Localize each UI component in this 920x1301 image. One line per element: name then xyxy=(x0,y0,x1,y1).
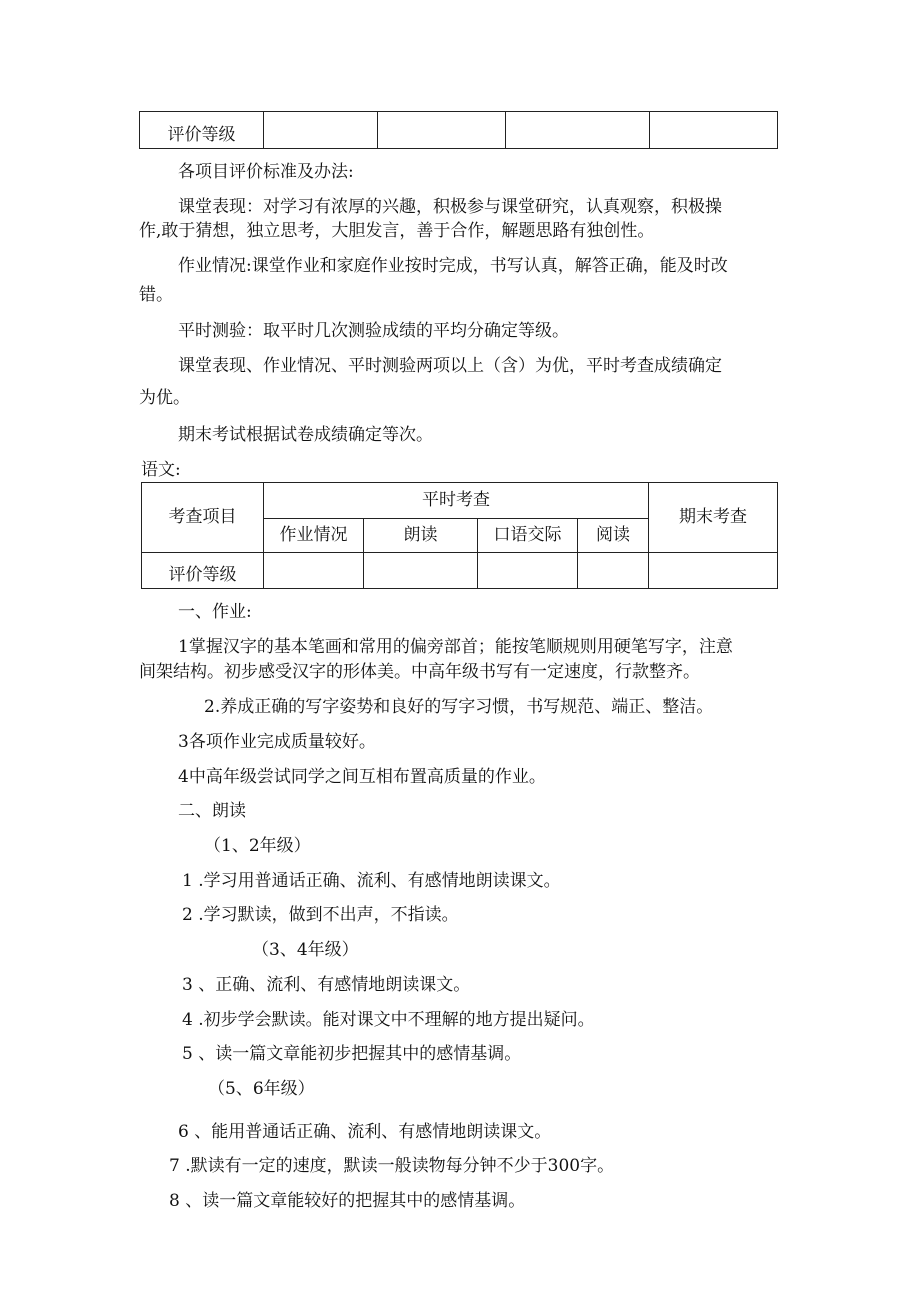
criteria-excellent-line1: 课堂表现、作业情况、平时测验两项以上（含）为优，平时考查成绩确定 xyxy=(178,356,722,376)
grade-5-6-heading: （5、6年级） xyxy=(208,1079,315,1099)
homework-item2: 2.养成正确的写字姿势和良好的写字习惯，书写规范、端正、整洁。 xyxy=(204,697,714,717)
row-label-evaluation-grade: 评价等级 xyxy=(140,112,264,149)
subheader-reading: 阅读 xyxy=(578,519,649,553)
homework-item1-line2: 间架结构。初步感受汉字的形体美。中高年级书写有一定速度，行款整齐。 xyxy=(139,662,700,682)
chinese-label: 语文: xyxy=(141,460,181,480)
row-label-evaluation-grade: 评价等级 xyxy=(142,553,264,589)
reading-item-6: 6 、能用普通话正确、流利、有感情地朗读课文。 xyxy=(178,1122,552,1142)
criteria-heading: 各项目评价标准及办法: xyxy=(178,162,354,182)
criteria-final: 期末考试根据试卷成绩确定等次。 xyxy=(178,425,433,445)
subheader-reading-aloud: 朗读 xyxy=(364,519,478,553)
reading-heading: 二、朗读 xyxy=(178,801,246,821)
grade-1-2-heading: （1、2年级） xyxy=(204,836,311,856)
grade-cell[interactable] xyxy=(578,553,649,589)
reading-item-2: 2 .学习默读，做到不出声，不指读。 xyxy=(182,905,459,925)
subheader-oral-communication: 口语交际 xyxy=(478,519,578,553)
header-item: 考查项目 xyxy=(142,483,264,553)
reading-item-4: 4 .初步学会默读。能对课文中不理解的地方提出疑问。 xyxy=(182,1010,595,1030)
grade-cell[interactable] xyxy=(650,112,778,149)
criteria-homework-line1: 作业情况:课堂作业和家庭作业按时完成，书写认真，解答正确，能及时改 xyxy=(178,256,728,276)
grade-cell[interactable] xyxy=(478,553,578,589)
grade-3-4-heading: （3、4年级） xyxy=(252,940,359,960)
reading-item-3: 3 、正确、流利、有感情地朗读课文。 xyxy=(182,975,471,995)
reading-item-7: 7 .默读有一定的速度，默读一般读物每分钟不少于300字。 xyxy=(169,1156,615,1176)
grade-cell[interactable] xyxy=(364,553,478,589)
grade-cell[interactable] xyxy=(506,112,650,149)
grade-cell[interactable] xyxy=(264,112,378,149)
chinese-evaluation-table xyxy=(141,482,778,589)
header-final-assessment: 期末考查 xyxy=(649,483,778,553)
reading-item-5: 5 、读一篇文章能初步把握其中的感情基调。 xyxy=(182,1044,522,1064)
criteria-tests: 平时测验：取平时几次测验成绩的平均分确定等级。 xyxy=(178,321,569,341)
homework-item1-line1: 1掌握汉字的基本笔画和常用的偏旁部首；能按笔顺规则用硬笔写字，注意 xyxy=(178,637,733,657)
criteria-homework-line2: 错。 xyxy=(139,285,173,305)
criteria-classroom-line1: 课堂表现：对学习有浓厚的兴趣，积极参与课堂研究，认真观察，积极操 xyxy=(178,197,722,217)
grade-cell[interactable] xyxy=(378,112,506,149)
header-regular-assessment: 平时考查 xyxy=(264,483,649,519)
criteria-classroom-line2: 作,敢于猜想，独立思考，大胆发言，善于合作，解题思路有独创性。 xyxy=(139,221,655,241)
grade-cell[interactable] xyxy=(264,553,364,589)
grade-cell[interactable] xyxy=(649,553,778,589)
top-evaluation-table xyxy=(139,111,778,149)
criteria-excellent-line2: 为优。 xyxy=(139,388,190,408)
subheader-homework: 作业情况 xyxy=(264,519,364,553)
homework-item3: 3各项作业完成质量较好。 xyxy=(178,732,376,752)
reading-item-1: 1 .学习用普通话正确、流利、有感情地朗读课文。 xyxy=(182,871,561,891)
homework-heading: 一、作业: xyxy=(178,602,252,622)
reading-item-8: 8 、读一篇文章能较好的把握其中的感情基调。 xyxy=(169,1191,526,1211)
homework-item4: 4中高年级尝试同学之间互相布置高质量的作业。 xyxy=(178,767,546,787)
